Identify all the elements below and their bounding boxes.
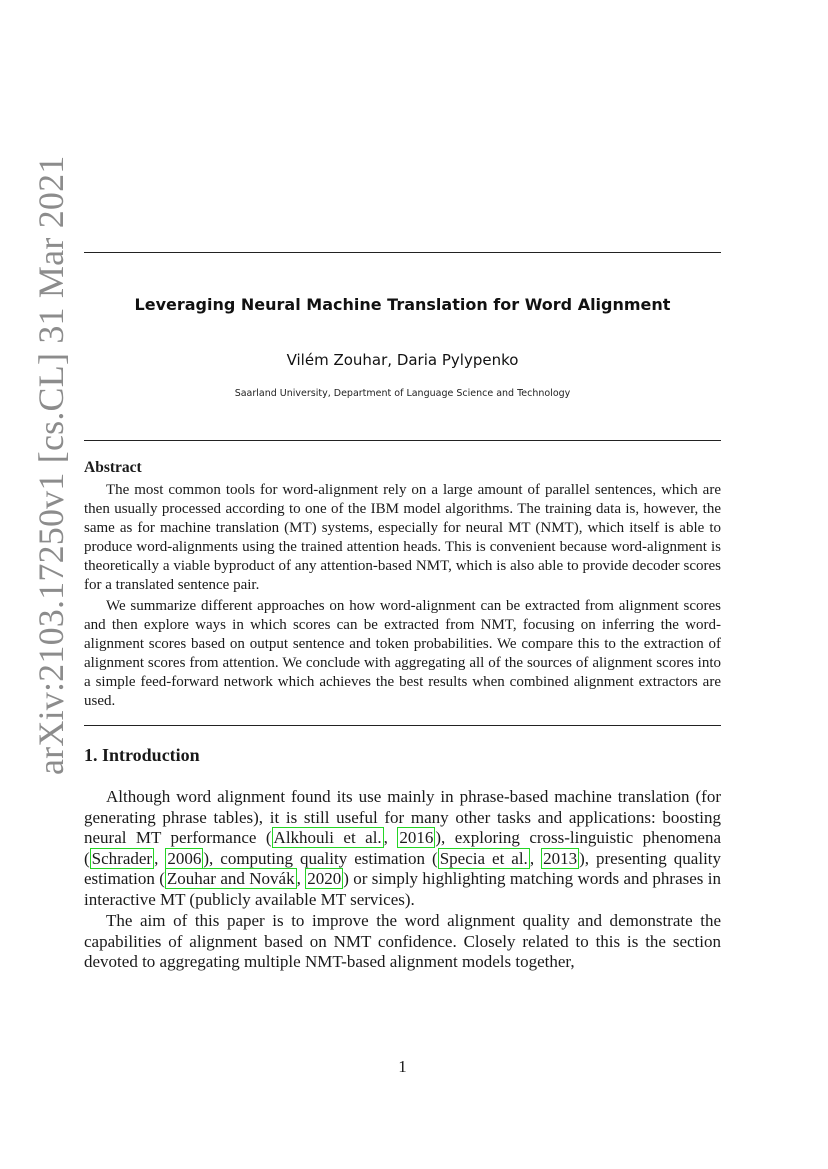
section-heading-introduction: 1. Introduction xyxy=(84,745,200,765)
intro-text: Although word alignment found its use mainly in phrase-based machine translation (for generating phrase tables), it is still useful for many other tasks and applications: boosting neural MT performance ( xyxy=(84,787,721,847)
abstract-heading: Abstract xyxy=(84,459,142,476)
citation-link[interactable]: Alkhouli et al. xyxy=(273,828,382,847)
citation-separator: , xyxy=(383,828,398,847)
citation-separator: , xyxy=(154,848,166,868)
intro-text: ), presenting quality estimation ( xyxy=(84,848,722,888)
citation-year-link[interactable]: 2013 xyxy=(543,848,578,868)
paper-title: Leveraging Neural Machine Translation for Word Alignment xyxy=(134,295,671,314)
introduction-paragraph-1 xyxy=(84,787,721,910)
abstract-text-1: The most common tools for word-alignment rely on a large amount of parallel sentences, which are then usually processed according to one of the IBM model algorithms. The training data is, however, the same as for machine translation (MT) systems, especially for neural MT (NMT), which itself is able to produce word-alignments using the trained attention heads. This is convenient because word-alignment is theoretically a viable byproduct of any attention-based NMT, which is also able to provide decoder scores for a translated sentence pair. xyxy=(84,482,721,593)
arxiv-identifier: arXiv:2103.17250v1 [cs.CL] 31 Mar 2021 xyxy=(31,155,71,775)
abstract-paragraph-2 xyxy=(84,597,721,711)
citation-year-link[interactable]: 2020 xyxy=(307,869,342,888)
citation-separator: , xyxy=(529,848,542,868)
citation-separator: , xyxy=(296,869,306,888)
citation-year-link[interactable]: 2016 xyxy=(399,828,434,847)
abstract-top-rule xyxy=(84,440,721,441)
introduction-paragraph-2 xyxy=(84,911,721,973)
citation-year-link[interactable]: 2006 xyxy=(167,848,202,868)
abstract-paragraph-1 xyxy=(84,481,721,595)
intro-text: ), exploring cross-linguistic phenomena ( xyxy=(84,828,722,868)
citation-link[interactable]: Specia et al. xyxy=(439,848,528,868)
intro-text-2: The aim of this paper is to improve the word alignment quality and demonstrate the capabilities of alignment based on NMT confidence. Closely related to this is the section devoted to aggregating multiple NMT-based alignment models together, xyxy=(84,911,721,971)
authors: Vilém Zouhar, Daria Pylypenko xyxy=(286,351,519,369)
intro-text: ) or simply highlighting matching words and phrases in interactive MT (publicly available MT services). xyxy=(84,869,721,909)
affiliation: Saarland University, Department of Language Science and Technology xyxy=(234,388,571,399)
abstract-text-2: We summarize different approaches on how word-alignment can be extracted from alignment scores and then explore ways in which scores can be extracted from NMT, focusing on inferring the word-alignment scores based on output sentence and token probabilities. We compare this to the extraction of alignment scores from attention. We conclude with aggregating all of the sources of alignment scores into a simple feed-forward network which achieves the best results when combined alignment extractors are used. xyxy=(84,598,721,709)
abstract-bottom-rule xyxy=(84,725,721,726)
intro-text: ), computing quality estimation ( xyxy=(203,848,438,868)
page-number: 1 xyxy=(398,1057,407,1076)
citation-link[interactable]: Schrader xyxy=(91,848,153,868)
top-rule xyxy=(84,252,721,253)
citation-link[interactable]: Zouhar and Novák xyxy=(166,869,295,888)
